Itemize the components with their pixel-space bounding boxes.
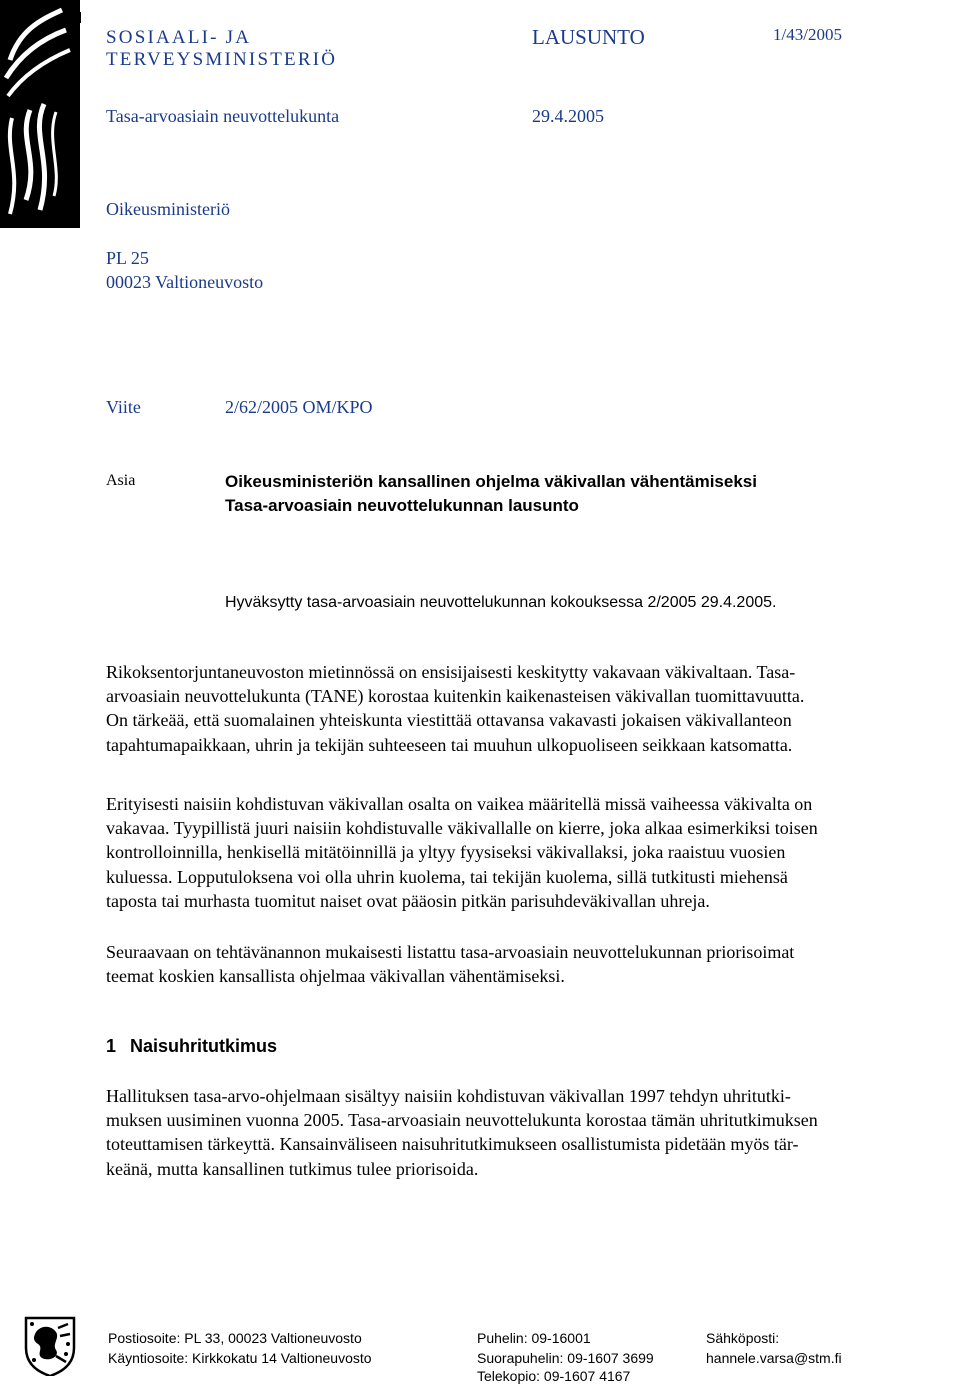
ministry-name-line2: TERVEYSMINISTERIÖ bbox=[106, 49, 338, 70]
paragraph-line: toteuttamisen tärkeyttä. Kansainväliseen naisuhritutkimukseen osallistumista pidetään myös tär- bbox=[106, 1134, 799, 1155]
paragraph-1 bbox=[106, 660, 956, 757]
section-title: Naisuhritutkimus bbox=[130, 1036, 278, 1056]
recipient-name: Oikeusministeriö bbox=[106, 199, 230, 219]
footer-fax: Telekopio: 09-1607 4167 bbox=[477, 1368, 631, 1384]
document-type: LAUSUNTO bbox=[532, 25, 645, 49]
subject-line2: Tasa-arvoasiain neuvottelukunnan lausunto bbox=[225, 496, 579, 515]
footer-visiting-address: Käyntiosoite: Kirkkokatu 14 Valtioneuvosto bbox=[108, 1350, 372, 1366]
recipient-postal: 00023 Valtioneuvosto bbox=[106, 272, 264, 292]
footer-postal-address: Postiosoite: PL 33, 00023 Valtioneuvosto bbox=[108, 1330, 362, 1346]
paragraph-line: Rikoksentorjuntaneuvoston mietinnössä on ensisijaisesti keskitytty vakavaan väkivaltaan. Tasa- bbox=[106, 662, 796, 682]
footer-phone: Puhelin: 09-16001 bbox=[477, 1330, 591, 1346]
section-number: 1 bbox=[106, 1036, 117, 1056]
footer-email-label: Sähköposti: bbox=[706, 1330, 780, 1346]
ministry-logo bbox=[0, 0, 80, 228]
paragraph-line: kuluessa. Lopputuloksena voi olla uhrin kuolema, tai tekijän kuolema, sillä tutkitusti miehensä bbox=[106, 866, 788, 887]
paragraph-line: kontrolloinnilla, henkisellä mitätöinnillä ja yltyy fyysiseksi väkivallaksi, joka raaistuu vuosien bbox=[106, 842, 786, 863]
paragraph-line: teemat koskien kansallista ohjelmaa väkivallan vähentämiseksi. bbox=[106, 966, 565, 987]
paragraph-line: muksen uusiminen vuonna 2005. Tasa-arvoasiain neuvottelukunta korostaa tämän uhritutkimuksen bbox=[106, 1110, 818, 1131]
paragraph-line: vakavaa. Tyypillistä juuri naisiin kohdistuvalle väkivallalle on kierre, joka alkaa esimerkiksi toisen bbox=[106, 818, 818, 839]
footer-direct-phone: Suorapuhelin: 09-1607 3699 bbox=[477, 1350, 654, 1366]
paragraph-line: keänä, mutta kansallinen tutkimus tulee priorisoida. bbox=[106, 1158, 479, 1179]
footer-email[interactable]: hannele.varsa@stm.fi bbox=[706, 1350, 842, 1366]
coat-of-arms-icon bbox=[22, 1314, 78, 1376]
paragraph-line: tapahtumapaikkaan, uhrin ja tekijän suhteeseen tai muuhun ulkopuoliseen seikkaan katsomatta. bbox=[106, 734, 793, 755]
organization-name: Tasa-arvoasiain neuvottelukunta bbox=[106, 106, 340, 126]
paragraph-line: Erityisesti naisiin kohdistuvan väkivallan osalta on vaikea määritellä missä vaiheessa väkivalta on bbox=[106, 794, 813, 814]
paragraph-2 bbox=[106, 792, 956, 913]
approval-note: Hyväksytty tasa-arvoasiain neuvottelukunnan kokouksessa 2/2005 29.4.2005. bbox=[225, 594, 777, 611]
section-1-body bbox=[106, 1084, 956, 1181]
reference-label: Viite bbox=[106, 397, 141, 417]
paragraph-line: arvoasiain neuvottelukunta (TANE) korostaa kuitenkin kaikenasteisen väkivallan tuomittavuutta. bbox=[106, 686, 805, 707]
ministry-name-line1: SOSIAALI- JA bbox=[106, 27, 252, 48]
document-date: 29.4.2005 bbox=[532, 106, 604, 126]
document-number: 1/43/2005 bbox=[773, 25, 842, 44]
reference-value: 2/62/2005 OM/KPO bbox=[225, 397, 373, 417]
paragraph-line: On tärkeää, että suomalainen yhteiskunta viestittää ottavansa vakavasti jokaisen väkivallanteon bbox=[106, 710, 792, 731]
paragraph-line: Hallituksen tasa-arvo-ohjelmaan sisältyy naisiin kohdistuvan väkivallan 1997 tehdyn uhritutki- bbox=[106, 1086, 791, 1106]
paragraph-line: Seuraavaan on tehtävänannon mukaisesti listattu tasa-arvoasiain neuvottelukunnan priorisoimat bbox=[106, 942, 795, 962]
header-square-icon bbox=[70, 12, 81, 23]
subject-line1: Oikeusministeriön kansallinen ohjelma väkivallan vähentämiseksi bbox=[225, 472, 757, 491]
recipient-po-box: PL 25 bbox=[106, 248, 149, 268]
ministry-logo-graphic bbox=[0, 0, 80, 228]
subject-label: Asia bbox=[106, 472, 136, 489]
paragraph-3 bbox=[106, 940, 956, 988]
paragraph-line: taposta tai murhasta tuomitut naiset ovat pääosin pitkän parisuhdeväkivallan uhreja. bbox=[106, 890, 710, 911]
